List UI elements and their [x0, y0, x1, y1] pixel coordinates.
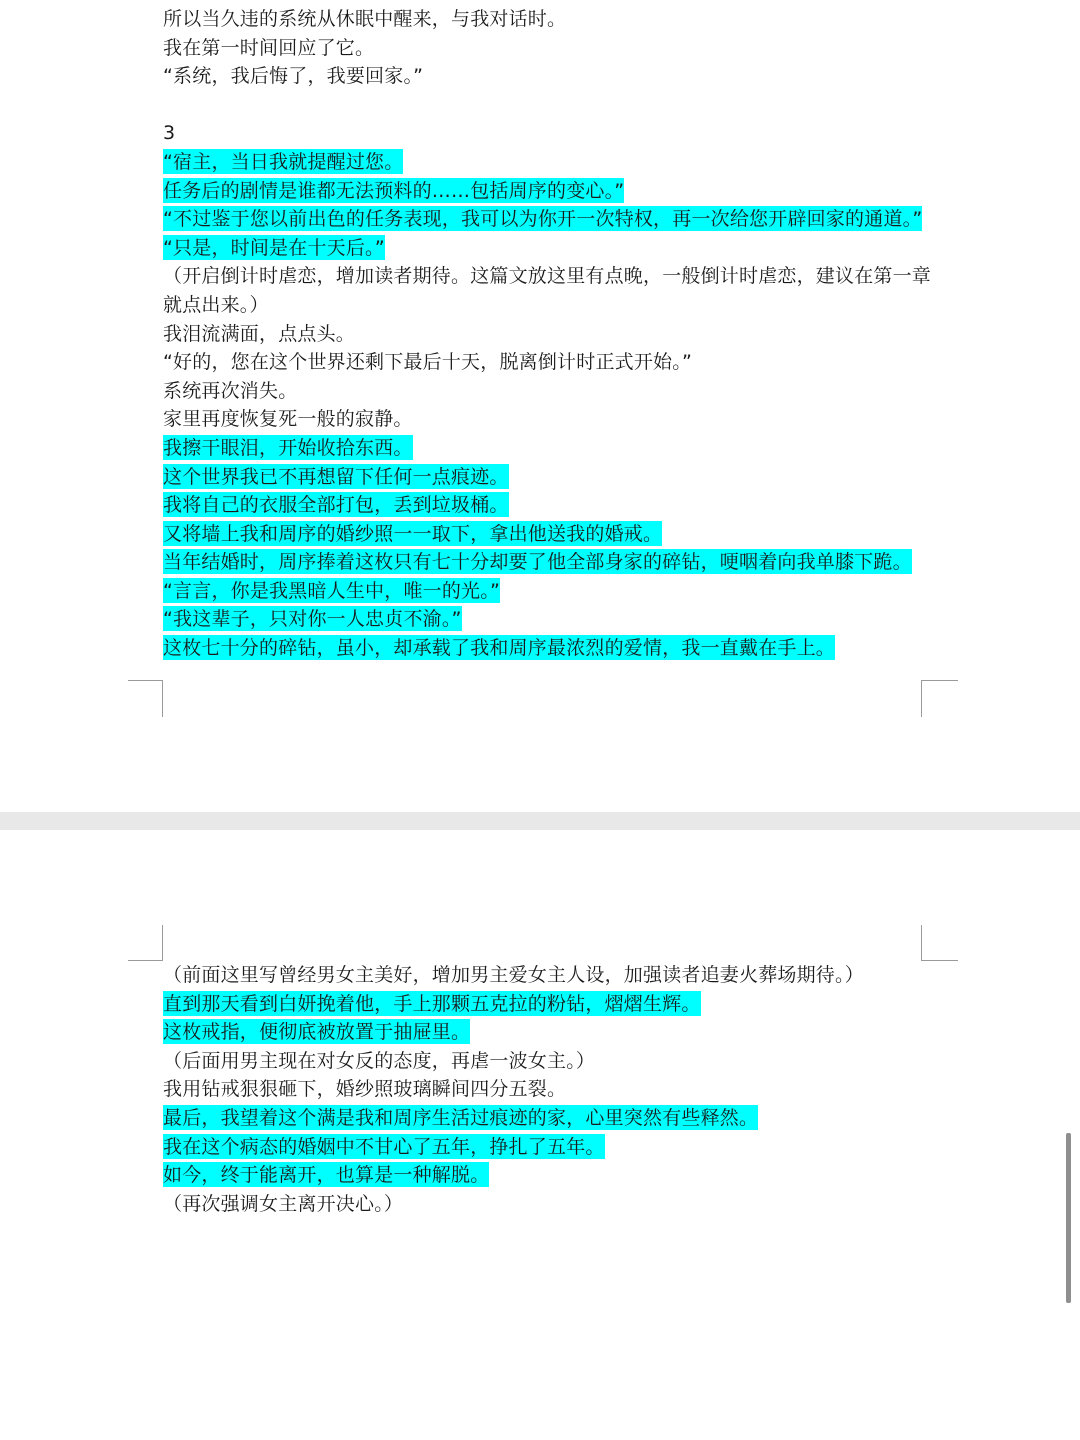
text-line[interactable] — [163, 348, 943, 377]
line-text: “系统，我后悔了，我要回家。” — [163, 65, 424, 88]
line-text: 3 — [163, 122, 176, 145]
line-text: （后面用男主现在对女反的态度，再虐一波女主。） — [163, 1049, 596, 1072]
text-line[interactable] — [163, 961, 943, 990]
line-text: 这枚戒指，便彻底被放置于抽屉里。 — [163, 1021, 471, 1044]
text-line[interactable] — [163, 1190, 943, 1219]
line-text: 我泪流满面，点点头。 — [163, 322, 356, 345]
line-text: 当年结婚时，周序捧着这枚只有七十分却要了他全部身家的碎钻，哽咽着向我单膝下跪。 — [163, 551, 912, 574]
line-text: 又将墙上我和周序的婚纱照一一取下，拿出他送我的婚戒。 — [163, 522, 663, 545]
line-text: 我将自己的衣服全部打包，丢到垃圾桶。 — [163, 494, 509, 517]
margin-corner-bottom-right — [921, 680, 958, 717]
line-text: “只是，时间是在十天后。” — [163, 236, 385, 259]
text-line[interactable] — [163, 377, 943, 406]
margin-corner-top-left — [128, 925, 163, 961]
highlighted-text-line[interactable] — [163, 148, 943, 177]
line-text: 任务后的剧情是谁都无法预料的……包括周序的变心。” — [163, 179, 625, 202]
line-text: “不过鉴于您以前出色的任务表现，我可以为你开一次特权，再一次给您开辟回家的通道。” — [163, 208, 923, 231]
page-1-text-body[interactable] — [163, 5, 943, 663]
highlighted-text-line[interactable] — [163, 1104, 943, 1133]
line-text: 这枚七十分的碎钻，虽小，却承载了我和周序最浓烈的爱情，我一直戴在手上。 — [163, 637, 836, 660]
line-text: （开启倒计时虐恋，增加读者期待。这篇文放这里有点晚，一般倒计时虐恋，建议在第一章 — [163, 265, 932, 288]
line-text: “宿主，当日我就提醒过您。 — [163, 150, 404, 173]
highlighted-text-line[interactable] — [163, 634, 943, 663]
line-text: “言言，你是我黑暗人生中，唯一的光。” — [163, 579, 500, 602]
page-2-text-body[interactable] — [163, 961, 943, 1218]
highlighted-text-line[interactable] — [163, 990, 943, 1019]
text-line[interactable] — [163, 5, 943, 34]
line-text: （再次强调女主离开决心。） — [163, 1192, 404, 1215]
line-text: 最后，我望着这个满是我和周序生活过痕迹的家，心里突然有些释然。 — [163, 1106, 759, 1129]
text-line[interactable] — [163, 405, 943, 434]
line-text: 如今，终于能离开，也算是一种解脱。 — [163, 1164, 490, 1187]
line-text: 我在这个病态的婚姻中不甘心了五年，挣扎了五年。 — [163, 1135, 605, 1158]
page-gap — [0, 812, 1080, 830]
line-text: 直到那天看到白妍挽着他，手上那颗五克拉的粉钻，熠熠生辉。 — [163, 992, 701, 1015]
line-text: 这个世界我已不再想留下任何一点痕迹。 — [163, 465, 509, 488]
highlighted-text-line[interactable] — [163, 1161, 943, 1190]
text-line[interactable] — [163, 1047, 943, 1076]
highlighted-text-line[interactable] — [163, 605, 943, 634]
line-text: 所以当久违的系统从休眠中醒来，与我对话时。 — [163, 8, 567, 30]
text-line[interactable] — [163, 34, 943, 63]
highlighted-text-line[interactable] — [163, 1018, 943, 1047]
highlighted-text-line[interactable] — [163, 234, 943, 263]
text-line[interactable] — [163, 91, 943, 120]
vertical-scrollbar[interactable] — [1066, 1133, 1071, 1303]
line-text: 家里再度恢复死一般的寂静。 — [163, 408, 413, 431]
text-line[interactable] — [163, 320, 943, 349]
highlighted-text-line[interactable] — [163, 177, 943, 206]
margin-corner-top-right — [921, 925, 958, 961]
highlighted-text-line[interactable] — [163, 548, 943, 577]
line-text: “我这辈子，只对你一人忠贞不渝。” — [163, 608, 462, 631]
margin-corner-bottom-left — [128, 680, 163, 717]
highlighted-text-line[interactable] — [163, 205, 943, 234]
line-text: 我在第一时间回应了它。 — [163, 36, 375, 59]
line-text: 我用钻戒狠狠砸下，婚纱照玻璃瞬间四分五裂。 — [163, 1078, 567, 1101]
highlighted-text-line[interactable] — [163, 491, 943, 520]
text-line[interactable] — [163, 62, 943, 91]
line-text: 我擦干眼泪，开始收拾东西。 — [163, 436, 413, 459]
line-text: “好的，您在这个世界还剩下最后十天，脱离倒计时正式开始。” — [163, 351, 692, 374]
text-line[interactable] — [163, 291, 943, 320]
highlighted-text-line[interactable] — [163, 520, 943, 549]
line-text: （前面这里写曾经男女主美好，增加男主爱女主人设，加强读者追妻火葬场期待。） — [163, 964, 864, 986]
highlighted-text-line[interactable] — [163, 434, 943, 463]
text-line[interactable] — [163, 119, 943, 148]
highlighted-text-line[interactable] — [163, 463, 943, 492]
text-line[interactable] — [163, 1075, 943, 1104]
line-text: 系统再次消失。 — [163, 379, 298, 402]
line-text: 就点出来。） — [163, 293, 269, 316]
highlighted-text-line[interactable] — [163, 577, 943, 606]
text-line[interactable] — [163, 262, 943, 291]
highlighted-text-line[interactable] — [163, 1133, 943, 1162]
